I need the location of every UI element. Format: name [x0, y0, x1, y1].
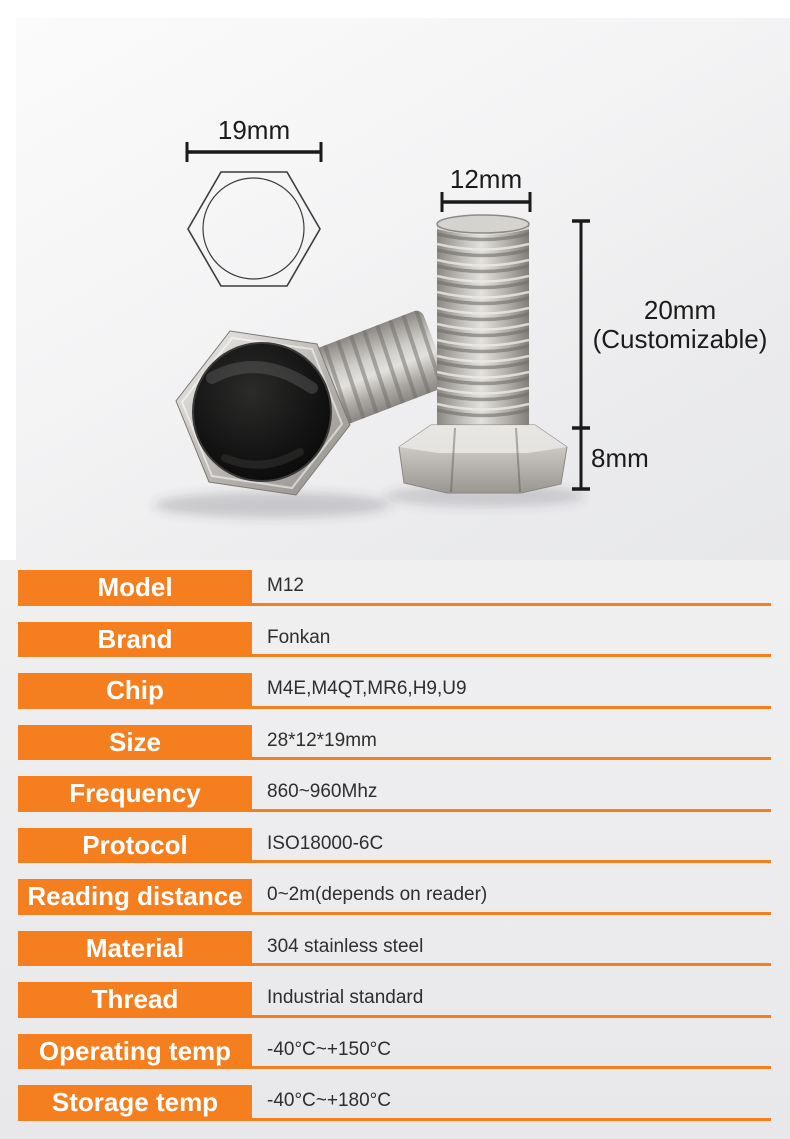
spec-label: Thread	[18, 982, 252, 1018]
spec-row	[0, 879, 790, 915]
product-photo	[0, 0, 790, 560]
spec-value: Fonkan	[252, 622, 771, 658]
spec-value: 28*12*19mm	[252, 725, 771, 761]
spec-row	[0, 570, 790, 606]
hex-width-dimension-label: 19mm	[217, 115, 291, 145]
spec-label: Operating temp	[18, 1034, 252, 1070]
spec-row	[0, 776, 790, 812]
spec-value: 304 stainless steel	[252, 931, 771, 967]
spec-row	[0, 828, 790, 864]
spec-row	[0, 982, 790, 1018]
spec-table	[0, 570, 790, 1137]
spec-row	[0, 1085, 790, 1121]
spec-label: Reading distance	[18, 879, 252, 915]
right-bolt-shank-top	[437, 215, 529, 233]
spec-row	[0, 1034, 790, 1070]
spec-value: M4E,M4QT,MR6,H9,U9	[252, 673, 771, 709]
spec-row	[0, 931, 790, 967]
hex-head-sketch	[188, 172, 320, 286]
spec-value: -40°C~+180°C	[252, 1085, 771, 1121]
spec-label: Protocol	[18, 828, 252, 864]
right-bolt-shank	[437, 220, 529, 430]
spec-row	[0, 622, 790, 658]
spec-value: -40°C~+150°C	[252, 1034, 771, 1070]
spec-row	[0, 725, 790, 761]
thread-diameter-dimension-label: 12mm	[449, 164, 523, 194]
spec-label: Storage temp	[18, 1085, 252, 1121]
head-height-dimension-label: 8mm	[591, 443, 649, 473]
spec-label: Frequency	[18, 776, 252, 812]
spec-label: Model	[18, 570, 252, 606]
spec-value: 0~2m(depends on reader)	[252, 879, 771, 915]
thread-length-dimension-label	[585, 296, 775, 354]
spec-value: Industrial standard	[252, 982, 771, 1018]
thread-length-value: 20mm	[643, 295, 717, 325]
spec-label: Brand	[18, 622, 252, 658]
thread-length-note: (Customizable)	[592, 324, 768, 354]
spec-value: ISO18000-6C	[252, 828, 771, 864]
spec-label: Size	[18, 725, 252, 761]
spec-row	[0, 673, 790, 709]
spec-label: Material	[18, 931, 252, 967]
spec-label: Chip	[18, 673, 252, 709]
spec-value: M12	[252, 570, 771, 606]
spec-value: 860~960Mhz	[252, 776, 771, 812]
